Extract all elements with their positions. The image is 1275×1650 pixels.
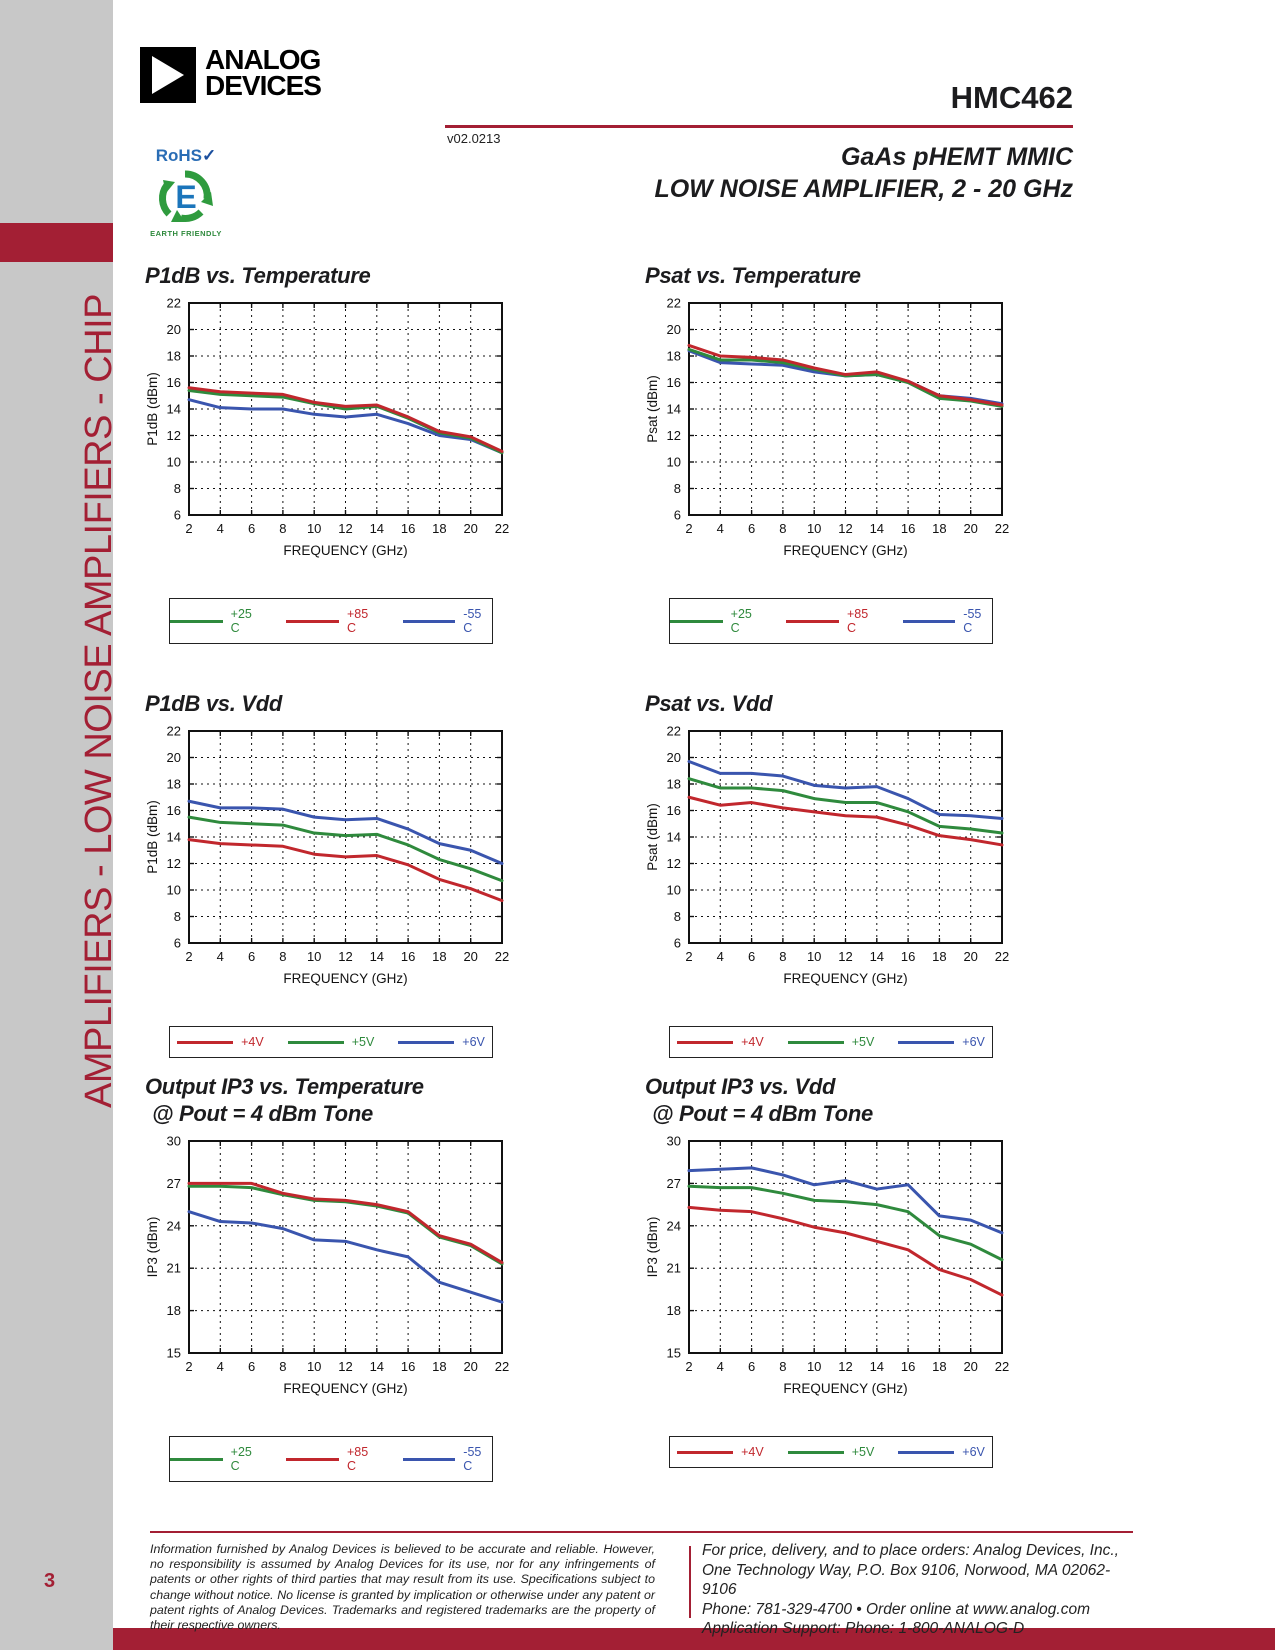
y-axis-label: IP3 (dBm) (645, 1216, 660, 1278)
y-tick-label: 30 (166, 1133, 181, 1149)
y-tick-label: 20 (666, 750, 681, 765)
chart-legend (169, 1436, 493, 1482)
legend-entry-+5V (788, 1035, 875, 1049)
rohs-checkmark-icon: ✓ (202, 146, 217, 165)
chart-p1db-vs-vdd (145, 690, 517, 1058)
y-axis-label: IP3 (dBm) (145, 1216, 160, 1278)
y-tick-label: 10 (166, 882, 181, 898)
rohs-text: RoHS (155, 146, 203, 165)
legend-line-swatch (677, 1451, 733, 1454)
x-tick-label: 12 (838, 1359, 853, 1374)
x-tick-label: 8 (279, 1359, 287, 1374)
x-axis-label: FREQUENCY (GHz) (283, 1381, 408, 1396)
x-tick-label: 16 (400, 949, 416, 964)
chart-psat-vs-temperature (645, 262, 1017, 644)
y-tick-label: 12 (166, 856, 181, 871)
y-tick-label: 27 (666, 1175, 681, 1191)
y-tick-label: 8 (173, 481, 181, 496)
x-tick-label: 10 (306, 949, 322, 964)
x-tick-label: 22 (994, 1359, 1010, 1374)
y-tick-label: 6 (673, 935, 681, 951)
chart-psat-vs-vdd (645, 690, 1017, 1058)
chart-svg (645, 293, 1017, 559)
y-tick-label: 16 (666, 375, 681, 390)
x-tick-label: 10 (306, 521, 322, 536)
y-tick-label: 22 (666, 723, 681, 739)
y-tick-label: 22 (166, 295, 181, 311)
chart-legend (669, 1026, 993, 1058)
legend-label: +6V (962, 1445, 985, 1459)
chart-subtitle: @ Pout = 4 dBm Tone (152, 1101, 373, 1126)
y-tick-label: 16 (166, 803, 181, 818)
y-tick-label: 20 (166, 322, 181, 337)
earth-friendly-label: EARTH FRIENDLY (150, 229, 222, 238)
y-tick-label: 27 (166, 1175, 181, 1191)
y-tick-label: 12 (666, 856, 681, 871)
sidebar-category-label: AMPLIFIERS - LOW NOISE AMPLIFIERS - CHIP (78, 293, 120, 1108)
x-tick-label: 16 (900, 949, 916, 964)
chart-legend (169, 1026, 493, 1058)
chart-title: P1dB vs. Vdd (145, 691, 282, 716)
legend-label: +25 C (230, 1445, 252, 1473)
legend-entry-+25 C (170, 1445, 262, 1473)
footer-legal-text: Information furnished by Analog Devices is believed to be accurate and reliable. However, no responsibility is assumed by Analog Devices for its use, nor for any infringements of patents or other rights of third parties that may result from its use. Specifications subject to change without notice. No license is granted by implication or otherwise under any patent or patent rights of Analog Devices. Trademarks and registered trademarks are the property of their respective owners. (150, 1542, 655, 1633)
x-tick-label: 2 (685, 949, 693, 964)
footer-phone-line: Phone: 781-329-4700 • Order online at www.analog.com (702, 1600, 1090, 1618)
chart-svg (145, 1131, 517, 1397)
legend-line-swatch (398, 1041, 454, 1044)
y-tick-label: 24 (166, 1218, 181, 1234)
y-tick-label: 10 (666, 882, 681, 898)
x-tick-label: 6 (747, 949, 756, 964)
legend-entry--55 C (903, 607, 992, 635)
x-tick-label: 16 (900, 1359, 916, 1374)
y-tick-label: 20 (666, 322, 681, 337)
legend-line-swatch (177, 1041, 233, 1044)
subtitle-technology: GaAs pHEMT MMIC (841, 143, 1073, 171)
legend-entry-+25 C (670, 607, 762, 635)
y-tick-label: 18 (166, 348, 181, 364)
x-tick-label: 8 (279, 521, 287, 536)
y-tick-label: 21 (666, 1260, 681, 1276)
part-number-title: HMC462 (950, 80, 1073, 115)
footer-divider (689, 1546, 691, 1618)
legend-label: -55 C (463, 607, 482, 635)
legend-entry-+4V (677, 1035, 764, 1049)
x-tick-label: 2 (685, 1359, 693, 1374)
x-tick-label: 22 (494, 1359, 510, 1374)
chart-title: Psat vs. Vdd (645, 691, 773, 716)
y-axis-label: P1dB (dBm) (145, 372, 160, 446)
footer-support-line: Application Support: Phone: 1-800-ANALOG-D (702, 1620, 1025, 1637)
legend-line-swatch (286, 620, 339, 623)
logo-wordmark (205, 44, 321, 101)
legend-label: +25 C (230, 607, 252, 635)
y-tick-label: 6 (173, 507, 181, 523)
chart-plot-area (145, 293, 517, 564)
chart-legend (669, 1436, 993, 1468)
chart-plot-area (645, 293, 1017, 564)
y-axis-label: P1dB (dBm) (145, 800, 160, 874)
legend-line-swatch (403, 1458, 456, 1461)
legend-label: +85 C (346, 1445, 369, 1473)
header-rule (445, 125, 1073, 128)
x-tick-label: 20 (963, 521, 978, 536)
x-tick-label: 18 (432, 1359, 447, 1374)
legend-entry--55 C (403, 607, 492, 635)
x-tick-label: 2 (685, 521, 693, 536)
x-tick-label: 22 (994, 949, 1010, 964)
x-axis-label: FREQUENCY (GHz) (783, 1381, 908, 1396)
x-tick-label: 6 (247, 1359, 256, 1374)
chart-output-ip3-vs-temperature (145, 1073, 517, 1482)
chart-p1db-vs-temperature (145, 262, 517, 644)
y-axis-label: Psat (dBm) (645, 803, 660, 871)
x-axis-label: FREQUENCY (GHz) (283, 971, 408, 986)
x-tick-label: 14 (869, 949, 885, 964)
x-tick-label: 16 (400, 521, 416, 536)
x-tick-label: 18 (932, 521, 947, 536)
x-tick-label: 6 (247, 521, 256, 536)
rohs-mark (140, 146, 232, 238)
x-tick-label: 4 (716, 1359, 724, 1374)
y-axis-label: Psat (dBm) (645, 375, 660, 443)
legend-line-swatch (170, 620, 223, 623)
page-number: 3 (44, 1570, 56, 1592)
x-tick-label: 20 (463, 521, 478, 536)
legend-entry-+5V (288, 1035, 375, 1049)
x-tick-label: 6 (247, 949, 256, 964)
x-tick-label: 10 (806, 521, 822, 536)
x-tick-label: 12 (338, 949, 353, 964)
x-tick-label: 12 (338, 521, 353, 536)
x-tick-label: 14 (869, 1359, 885, 1374)
legend-line-swatch (288, 1041, 344, 1044)
x-tick-label: 10 (806, 949, 822, 964)
x-tick-label: 22 (494, 521, 510, 536)
x-tick-label: 12 (838, 521, 853, 536)
chart-plot-area (145, 721, 517, 992)
x-tick-label: 18 (932, 1359, 947, 1374)
y-tick-label: 18 (166, 1303, 181, 1319)
chart-legend (169, 598, 493, 644)
x-axis-label: FREQUENCY (GHz) (783, 543, 908, 558)
x-tick-label: 4 (716, 949, 724, 964)
legend-line-swatch (403, 620, 456, 623)
footer-orders-line: For price, delivery, and to place orders: Analog Devices, Inc., (702, 1542, 1119, 1559)
chart-svg (645, 1131, 1017, 1397)
x-tick-label: 8 (279, 949, 287, 964)
y-tick-label: 12 (166, 428, 181, 443)
y-tick-label: 18 (666, 348, 681, 364)
legend-line-swatch (788, 1041, 844, 1044)
chart-svg (145, 721, 517, 987)
chart-plot-area (145, 1131, 517, 1402)
x-tick-label: 22 (494, 949, 510, 964)
legend-entry--55 C (403, 1445, 492, 1473)
legend-line-swatch (786, 620, 839, 623)
y-tick-label: 22 (166, 723, 181, 739)
x-tick-label: 4 (216, 1359, 224, 1374)
y-tick-label: 14 (166, 829, 181, 845)
legend-label: +5V (851, 1035, 875, 1049)
chart-title: P1dB vs. Temperature (145, 263, 371, 288)
footer-contact-block (702, 1541, 1142, 1639)
y-tick-label: 6 (673, 507, 681, 523)
y-tick-label: 30 (666, 1133, 681, 1149)
x-tick-label: 10 (306, 1359, 322, 1374)
x-tick-label: 4 (216, 949, 224, 964)
series-line-+5V (189, 817, 502, 881)
x-axis-label: FREQUENCY (GHz) (783, 971, 908, 986)
footer-rule (150, 1531, 1133, 1533)
legend-label: +85 C (346, 607, 369, 635)
legend-label: -55 C (463, 1445, 482, 1473)
legend-entry-+4V (677, 1445, 764, 1459)
y-tick-label: 14 (666, 401, 681, 417)
legend-line-swatch (670, 620, 723, 623)
x-tick-label: 14 (869, 521, 885, 536)
legend-line-swatch (286, 1458, 339, 1461)
legend-entry-+85 C (286, 1445, 378, 1473)
x-tick-label: 2 (185, 949, 193, 964)
adi-triangle-logo-icon (140, 47, 196, 103)
legend-entry-+85 C (786, 607, 878, 635)
y-tick-label: 10 (666, 454, 681, 470)
x-tick-label: 8 (779, 521, 787, 536)
x-tick-label: 20 (963, 949, 978, 964)
legend-label: -55 C (963, 607, 982, 635)
earth-friendly-recycle-icon (155, 166, 217, 226)
y-tick-label: 14 (666, 829, 681, 845)
chart-title: Output IP3 vs. Vdd (645, 1074, 836, 1099)
x-tick-label: 18 (432, 949, 447, 964)
x-tick-label: 20 (963, 1359, 978, 1374)
x-tick-label: 22 (994, 521, 1010, 536)
legend-label: +5V (351, 1035, 375, 1049)
x-tick-label: 6 (747, 1359, 756, 1374)
x-tick-label: 18 (932, 949, 947, 964)
legend-entry-+5V (788, 1445, 875, 1459)
legend-entry-+25 C (170, 607, 262, 635)
legend-line-swatch (898, 1041, 954, 1044)
logo-line2: DEVICES (205, 70, 321, 101)
legend-line-swatch (170, 1458, 223, 1461)
legend-label: +4V (741, 1445, 764, 1459)
legend-label: +6V (462, 1035, 485, 1049)
x-tick-label: 12 (338, 1359, 353, 1374)
chart-subtitle: @ Pout = 4 dBm Tone (652, 1101, 873, 1126)
y-tick-label: 15 (166, 1345, 181, 1361)
y-tick-label: 16 (166, 375, 181, 390)
y-tick-label: 16 (666, 803, 681, 818)
legend-label: +25 C (730, 607, 752, 635)
y-tick-label: 14 (166, 401, 181, 417)
chart-svg (145, 293, 517, 559)
sidebar (0, 0, 120, 1650)
y-tick-label: 21 (166, 1260, 181, 1276)
legend-label: +4V (241, 1035, 264, 1049)
y-tick-label: 8 (673, 481, 681, 496)
y-tick-label: 10 (166, 454, 181, 470)
x-tick-label: 20 (463, 949, 478, 964)
legend-entry-+4V (177, 1035, 264, 1049)
x-tick-label: 14 (369, 1359, 385, 1374)
y-tick-label: 8 (173, 909, 181, 924)
chart-title: Output IP3 vs. Temperature (145, 1074, 424, 1099)
chart-output-ip3-vs-vdd (645, 1073, 1017, 1468)
series-line-+5V (689, 1186, 1002, 1259)
y-tick-label: 15 (666, 1345, 681, 1361)
legend-label: +85 C (846, 607, 869, 635)
y-tick-label: 12 (666, 428, 681, 443)
y-tick-label: 18 (666, 776, 681, 792)
chart-title: Psat vs. Temperature (645, 263, 861, 288)
analog-devices-logo (140, 44, 321, 103)
x-tick-label: 12 (838, 949, 853, 964)
subtitle-product: LOW NOISE AMPLIFIER, 2 - 20 GHz (654, 175, 1073, 203)
x-tick-label: 14 (369, 949, 385, 964)
x-tick-label: 4 (716, 521, 724, 536)
x-tick-label: 18 (432, 521, 447, 536)
y-tick-label: 8 (673, 909, 681, 924)
y-tick-label: 20 (166, 750, 181, 765)
legend-label: +4V (741, 1035, 764, 1049)
legend-entry-+85 C (286, 607, 378, 635)
x-tick-label: 10 (806, 1359, 822, 1374)
x-axis-label: FREQUENCY (GHz) (283, 543, 408, 558)
y-tick-label: 24 (666, 1218, 681, 1234)
chart-plot-area (645, 1131, 1017, 1402)
x-tick-label: 8 (779, 949, 787, 964)
x-tick-label: 16 (400, 1359, 416, 1374)
x-tick-label: 8 (779, 1359, 787, 1374)
legend-label: +5V (851, 1445, 875, 1459)
x-tick-label: 16 (900, 521, 916, 536)
x-tick-label: 4 (216, 521, 224, 536)
x-tick-label: 2 (185, 1359, 193, 1374)
legend-line-swatch (788, 1451, 844, 1454)
x-tick-label: 2 (185, 521, 193, 536)
svg-text:E: E (175, 179, 197, 215)
legend-line-swatch (903, 620, 956, 623)
legend-label: +6V (962, 1035, 985, 1049)
x-tick-label: 20 (463, 1359, 478, 1374)
y-tick-label: 22 (666, 295, 681, 311)
y-tick-label: 18 (666, 1303, 681, 1319)
chart-svg (645, 721, 1017, 987)
footer-address-line: One Technology Way, P.O. Box 9106, Norwood, MA 02062-9106 (702, 1561, 1111, 1598)
legend-line-swatch (677, 1041, 733, 1044)
y-tick-label: 6 (173, 935, 181, 951)
legend-entry-+6V (898, 1035, 985, 1049)
chart-legend (669, 598, 993, 644)
sidebar-red-block (0, 223, 113, 262)
legend-entry-+6V (398, 1035, 485, 1049)
y-tick-label: 18 (166, 776, 181, 792)
x-tick-label: 14 (369, 521, 385, 536)
x-tick-label: 6 (747, 521, 756, 536)
logo-line1: ANALOG (205, 44, 321, 75)
rohs-label (140, 146, 232, 166)
legend-line-swatch (898, 1451, 954, 1454)
legend-entry-+6V (898, 1445, 985, 1459)
version-label: v02.0213 (447, 131, 501, 146)
chart-plot-area (645, 721, 1017, 992)
